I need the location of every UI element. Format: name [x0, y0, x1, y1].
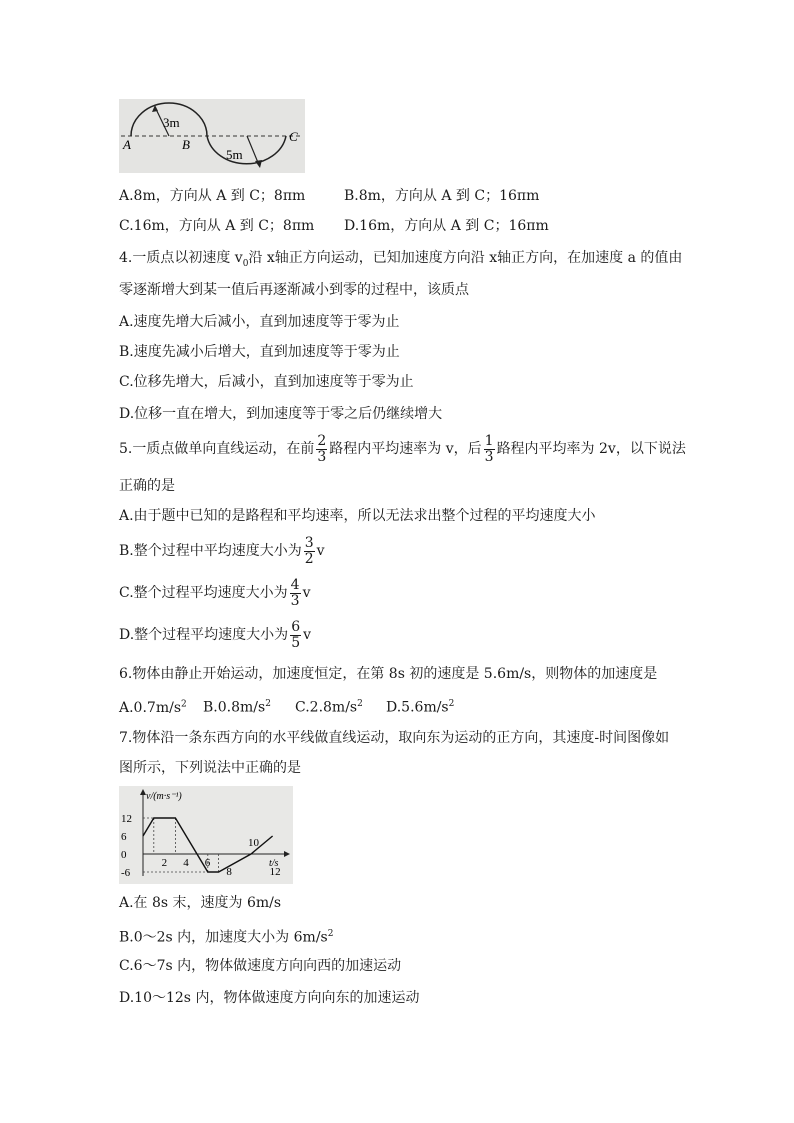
path-diagram — [119, 99, 305, 173]
x-axis-label: t/s — [269, 858, 279, 869]
large-semicircle — [207, 136, 286, 164]
q5-option-c: C.整个过程平均速度大小为 $\frac{4}{3}$ v — [119, 576, 311, 609]
q7-option-c: C.6～7s 内，物体做速度方向向西的加速运动 — [119, 958, 402, 974]
vt-chart — [119, 786, 293, 884]
q7-stem-line2: 图所示，下列说法中正确的是 — [119, 760, 301, 776]
q6-option-d: $D.5.6m/s^2$ — [386, 699, 455, 716]
q6-option-b: $B.0.8m/s^2$ — [203, 699, 271, 716]
q6-stem: 6.物体由静止开始运动，加速度恒定，在第 8s 初的速度是 5.6m/s，则物体的加速度是 — [119, 666, 658, 682]
label-B: B — [182, 137, 190, 152]
q4-option-a: A.速度先增大后减小，直到加速度等于零为止 — [119, 314, 400, 330]
q3-option-b: B.8m，方向从 A 到 C；16πm — [344, 188, 540, 204]
label-A: A — [123, 137, 131, 152]
q5-option-a: A.由于题中已知的是路程和平均速率，所以无法求出整个过程的平均速度大小 — [119, 508, 596, 524]
q6-options — [119, 694, 455, 718]
q3-option-c: C.16m，方向从 A 到 C；8πm — [119, 218, 315, 234]
label-C: C — [289, 129, 298, 144]
q5-fraction-two-thirds: $\frac{2}{3}$ — [317, 432, 327, 465]
q7-stem-line1: 7.物体沿一条东西方向的水平线做直线运动，取向东为运动的正方向，其速度-时间图像如 — [119, 730, 670, 746]
y-tick-label: -6 — [121, 867, 131, 879]
q6-option-a: $A.0.7m/s^2$ — [119, 699, 187, 716]
y-axis-label: v/(m·s⁻¹) — [146, 791, 182, 802]
x-tick-label: 2 — [161, 857, 168, 869]
path-figure — [119, 99, 305, 173]
large-radius — [247, 136, 259, 165]
q4-option-b: B.速度先减小后增大，直到加速度等于零为止 — [119, 344, 400, 360]
q5-stem-line2: 正确的是 — [119, 478, 175, 494]
q4-option-d: D.位移一直在增大，到加速度等于零之后仍继续增大 — [119, 406, 443, 422]
vt-graph-figure — [119, 786, 293, 884]
q5-option-b: B.整个过程中平均速度大小为 $\frac{3}{2}$ v — [119, 534, 325, 567]
q7-option-a: A.在 8s 末，速度为 6m/s — [119, 895, 282, 911]
t-axis-arrow — [284, 851, 290, 857]
x-tick-label: 8 — [226, 866, 232, 878]
q4-option-c: C.位移先增大，后减小，直到加速度等于零为止 — [119, 374, 414, 390]
q3-option-d: D.16m，方向从 A 到 C；16πm — [344, 218, 549, 234]
q7-option-d: D.10～12s 内，物体做速度方向向东的加速运动 — [119, 990, 420, 1006]
large-radius-label: 5m — [226, 147, 243, 162]
q6-option-c: $C.2.8m/s^2$ — [295, 699, 363, 716]
y-tick-label: 0 — [121, 849, 127, 861]
x-tick-label: 6 — [204, 857, 211, 869]
y-tick-label: 6 — [121, 831, 127, 843]
x-tick-label: 12 — [269, 866, 281, 878]
q3-options-row1 — [119, 186, 540, 206]
small-radius-label: 3m — [163, 115, 180, 130]
q5-option-d: D.整个过程平均速度大小为 $\frac{6}{5}$ v — [119, 618, 312, 651]
q4-stem-line2: 零逐渐增大到某一值后再逐渐减小到零的过程中，该质点 — [119, 282, 469, 298]
x-tick-label: 4 — [183, 857, 189, 869]
y-tick-label: 12 — [121, 813, 132, 825]
q3-option-a: A.8m，方向从 A 到 C；8πm — [119, 188, 306, 204]
q7-option-b: B.0～2s 内，加速度大小为 $6m/s^2$ — [119, 929, 334, 946]
q5-fraction-one-third: $\frac{1}{3}$ — [484, 432, 494, 465]
q5-stem-line1: 5.一质点做单向直线运动，在前 $\frac{2}{3}$ 路程内平均速率为 v，后 $\frac{1}{3}$ 路程内平均率为 2v，以下说法 — [119, 432, 686, 465]
large-radius-arrow — [255, 160, 262, 168]
q4-stem-line1: 4.一质点以初速度 $v_0$沿 x轴正方向运动，已知加速度方向沿 x轴正方向，在加速度 a 的值由 — [119, 250, 683, 269]
q3-options-row2 — [119, 216, 549, 236]
x-tick-label: 10 — [248, 837, 259, 849]
